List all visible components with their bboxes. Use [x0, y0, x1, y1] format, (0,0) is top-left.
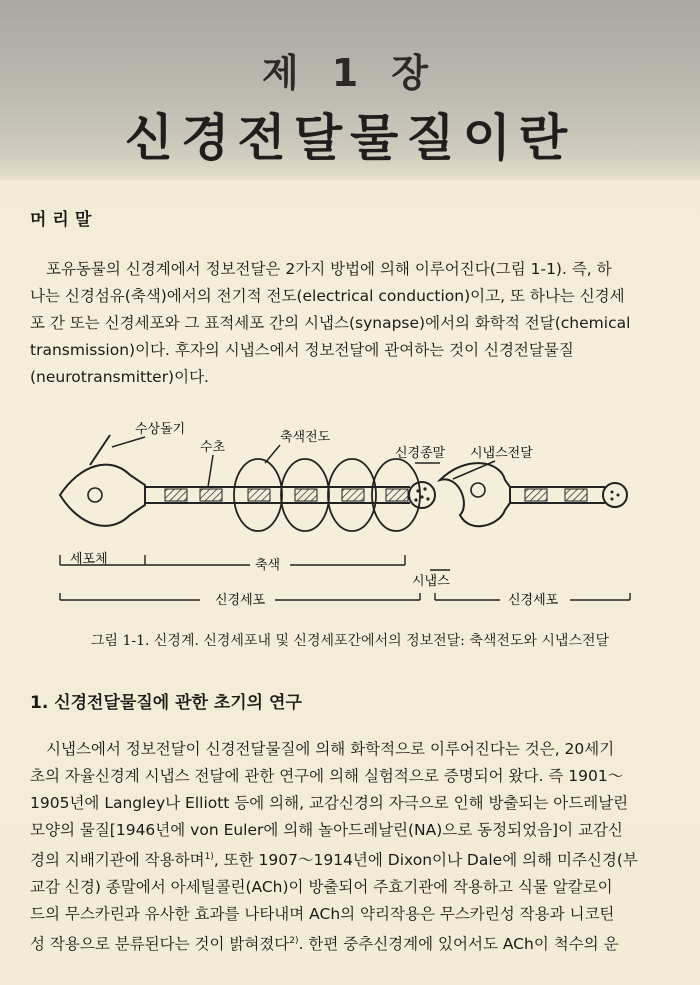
chapter-number: 제 1 장 — [261, 51, 439, 95]
intro-line: 포유동물의 신경계에서 정보전달은 2가지 방법에 의해 이루어진다(그림 1-1). 즉, 하 — [46, 260, 612, 278]
cell-body-shape-2 — [440, 463, 510, 526]
body-line: 경의 지배기관에 작용하며 — [30, 851, 205, 870]
body-line: 1905년에 Langley나 Elliott 등에 의해, 교감신경의 자극으로 인해 방출되는 아드레날린 — [30, 794, 629, 812]
label-myelin: 수초 — [200, 440, 226, 455]
neuron-figure — [50, 415, 650, 615]
intro-line: transmission)이다. 후자의 시냅스에서 정보전달에 관여하는 것이 신경전달물질 — [30, 341, 574, 359]
intro-line: (neurotransmitter)이다. — [30, 368, 209, 386]
label-axonal-conduction: 축색전도 — [280, 430, 331, 445]
body-line: 초의 자율신경계 시냅스 전달에 관한 연구에 의해 실험적으로 증명되어 왔다. 즉 1901～ — [30, 767, 624, 785]
section-1-paragraph — [30, 736, 678, 958]
myelin-segment — [248, 489, 270, 501]
body-line-rest: . 한편 중추신경계에 있어서도 ACh이 척수의 운 — [298, 935, 619, 954]
label-neuron-2: 신경세포 — [508, 593, 559, 608]
terminal-2 — [603, 483, 627, 507]
nucleus-1 — [88, 488, 102, 502]
label-neuron-1: 신경세포 — [215, 593, 266, 608]
nucleus-2 — [471, 483, 485, 497]
figure-caption: 그림 1-1. 신경계. 신경세포내 및 신경세포간에서의 정보전달: 축색전도와 시냅스전달 — [90, 633, 610, 649]
myelin-segment — [386, 489, 408, 501]
intro-paragraph — [30, 256, 678, 391]
body-line: 드의 무스카린과 유사한 효과를 나타내며 ACh의 약리작용은 무스카린성 작용과 니코틴 — [30, 905, 615, 924]
nerve-terminal — [409, 482, 435, 508]
label-cell-body: 세포체 — [70, 552, 108, 567]
myelin-segment — [295, 489, 317, 501]
body-line: 모양의 물질[1946년에 von Euler에 의해 놀아드레날린(NA)으로 동정되었음]이 교감신 — [30, 821, 623, 839]
myelin-segment — [165, 489, 187, 501]
section-1-heading: 1. 신경전달물질에 관한 초기의 연구 — [30, 693, 302, 713]
reference-1: 1) — [204, 852, 214, 862]
myelin-segment — [565, 489, 587, 501]
myelin-segment — [342, 489, 364, 501]
body-line: 성 작용으로 분류된다는 것이 밝혀졌다 — [30, 935, 290, 954]
body-line-with-ref — [30, 928, 678, 958]
dendrite-line — [90, 435, 110, 465]
body-line: 시냅스에서 정보전달이 신경전달물질에 의해 화학적으로 이루어진다는 것은, 20세기 — [46, 740, 615, 758]
body-line: 교감 신경) 종말에서 아세틸콜린(ACh)이 방출되어 주효기관에 작용하고 식물 알칼로이 — [30, 878, 613, 897]
intro-line: 나는 신경섬유(축색)에서의 전기적 전도(electrical conduction)이고, 또 하나는 신경세 — [30, 287, 625, 305]
body-line-rest: , 또한 1907～1914년에 Dixon이나 Dale에 의해 미주신경(부 — [213, 851, 638, 870]
myelin-segment — [525, 489, 547, 501]
label-nerve-terminal: 신경종말 — [395, 446, 446, 461]
myelin-segment — [200, 489, 222, 501]
label-axon: 축색 — [255, 558, 281, 573]
reference-2: 2) — [289, 936, 299, 947]
intro-line: 포 간 또는 신경세포와 그 표적세포 간의 시냅스(synapse)에서의 화학적 전달(chemical — [30, 314, 631, 332]
label-synapse: 시냅스 — [412, 574, 450, 589]
chapter-title: 신경전달물질이란 — [124, 109, 576, 167]
label-synaptic-transmission: 시냅스전달 — [470, 446, 533, 461]
label-dendrite: 수상돌기 — [135, 422, 186, 437]
intro-heading: 머리말 — [30, 210, 98, 230]
body-line-with-ref — [30, 844, 678, 874]
